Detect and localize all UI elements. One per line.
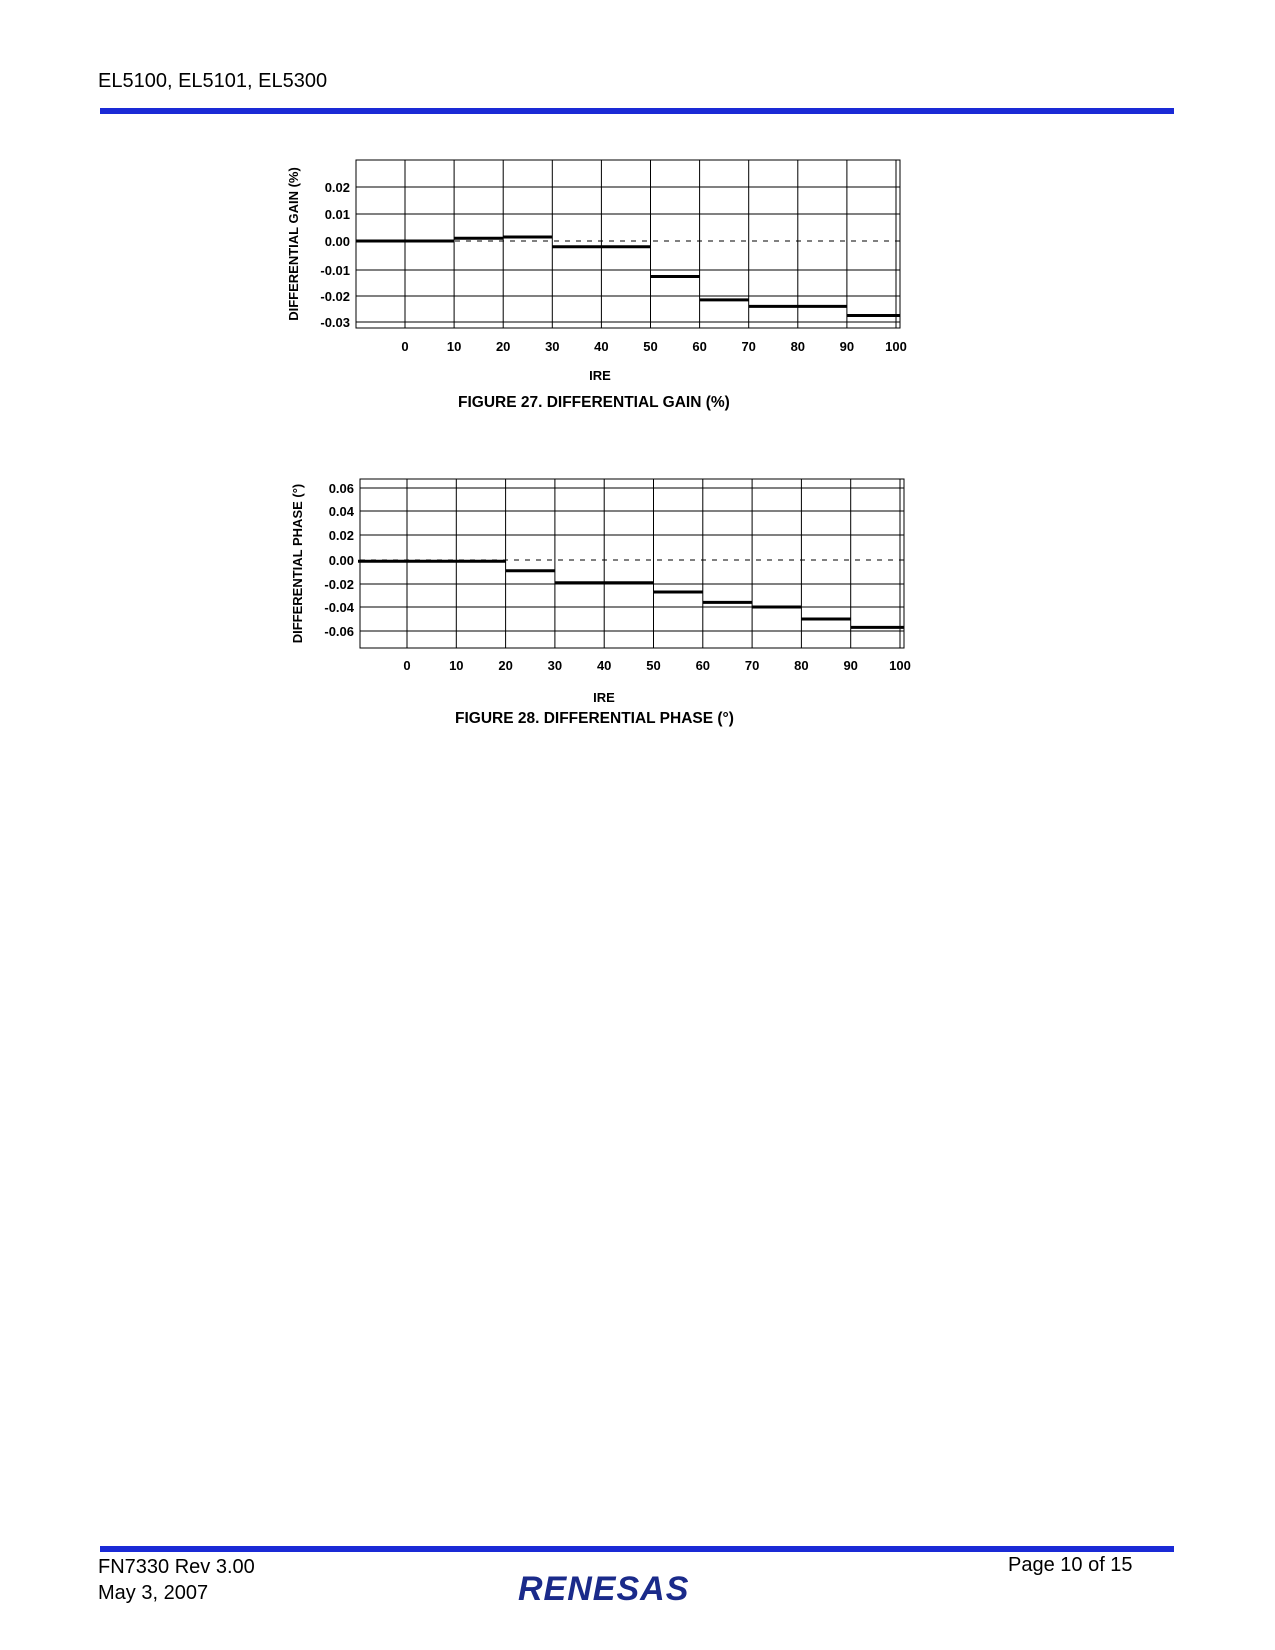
x-axis-label: IRE bbox=[589, 368, 611, 383]
x-tick-label: 80 bbox=[790, 339, 806, 354]
y-tick-label: -0.01 bbox=[320, 263, 350, 278]
x-tick-label: 40 bbox=[596, 658, 612, 673]
x-tick-label: 0 bbox=[401, 339, 409, 354]
y-tick-label: 0.02 bbox=[324, 180, 350, 195]
x-tick-label: 60 bbox=[695, 658, 711, 673]
plot-frame bbox=[360, 479, 904, 648]
x-tick-label: 10 bbox=[446, 339, 462, 354]
document-header-title: EL5100, EL5101, EL5300 bbox=[98, 70, 328, 92]
figure-28-caption: FIGURE 28. DIFFERENTIAL PHASE (°) bbox=[455, 710, 734, 727]
x-tick-label: 40 bbox=[594, 339, 609, 354]
x-tick-label: 20 bbox=[498, 658, 513, 673]
y-tick-label: 0.00 bbox=[324, 234, 350, 249]
x-tick-label: 70 bbox=[744, 658, 760, 673]
differential-phase-chart bbox=[0, 0, 1275, 720]
x-tick-label: 90 bbox=[843, 658, 858, 673]
y-tick-label: 0.01 bbox=[324, 207, 350, 222]
footer-doc-info bbox=[98, 1554, 255, 1606]
y-tick-label: 0.00 bbox=[328, 553, 354, 568]
x-tick-label: 100 bbox=[889, 658, 911, 673]
renesas-logo bbox=[518, 1568, 723, 1610]
y-tick-label: 0.02 bbox=[328, 528, 354, 543]
x-tick-label: 0 bbox=[403, 658, 411, 673]
y-tick-label: 0.04 bbox=[328, 504, 354, 519]
x-tick-label: 50 bbox=[643, 339, 658, 354]
y-tick-label: -0.02 bbox=[324, 577, 354, 592]
x-tick-label: 50 bbox=[646, 658, 661, 673]
y-axis-label: DIFFERENTIAL GAIN (%) bbox=[286, 167, 301, 321]
x-tick-label: 60 bbox=[692, 339, 707, 354]
svg-text:RENESAS: RENESAS bbox=[518, 1570, 690, 1608]
x-tick-label: 70 bbox=[741, 339, 756, 354]
y-tick-label: -0.02 bbox=[320, 289, 350, 304]
footer-rule bbox=[100, 1546, 1174, 1552]
x-tick-label: 30 bbox=[547, 658, 563, 673]
y-tick-label: -0.03 bbox=[320, 315, 350, 330]
footer-date: May 3, 2007 bbox=[98, 1582, 209, 1604]
x-tick-label: 80 bbox=[794, 658, 809, 673]
figure-27-caption: FIGURE 27. DIFFERENTIAL GAIN (%) bbox=[458, 394, 730, 411]
footer-doc-number: FN7330 Rev 3.00 bbox=[98, 1556, 255, 1578]
x-tick-label: 90 bbox=[839, 339, 855, 354]
footer-page-number: Page 10 of 15 bbox=[1008, 1554, 1133, 1576]
x-tick-label: 10 bbox=[449, 658, 464, 673]
x-tick-label: 20 bbox=[495, 339, 511, 354]
y-tick-label: -0.04 bbox=[324, 600, 354, 615]
x-tick-label: 30 bbox=[545, 339, 560, 354]
x-axis-label: IRE bbox=[593, 690, 615, 705]
y-tick-label: 0.06 bbox=[328, 481, 354, 496]
x-tick-label: 100 bbox=[885, 339, 907, 354]
y-tick-label: -0.06 bbox=[324, 624, 354, 639]
y-axis-label: DIFFERENTIAL PHASE (°) bbox=[290, 483, 305, 644]
